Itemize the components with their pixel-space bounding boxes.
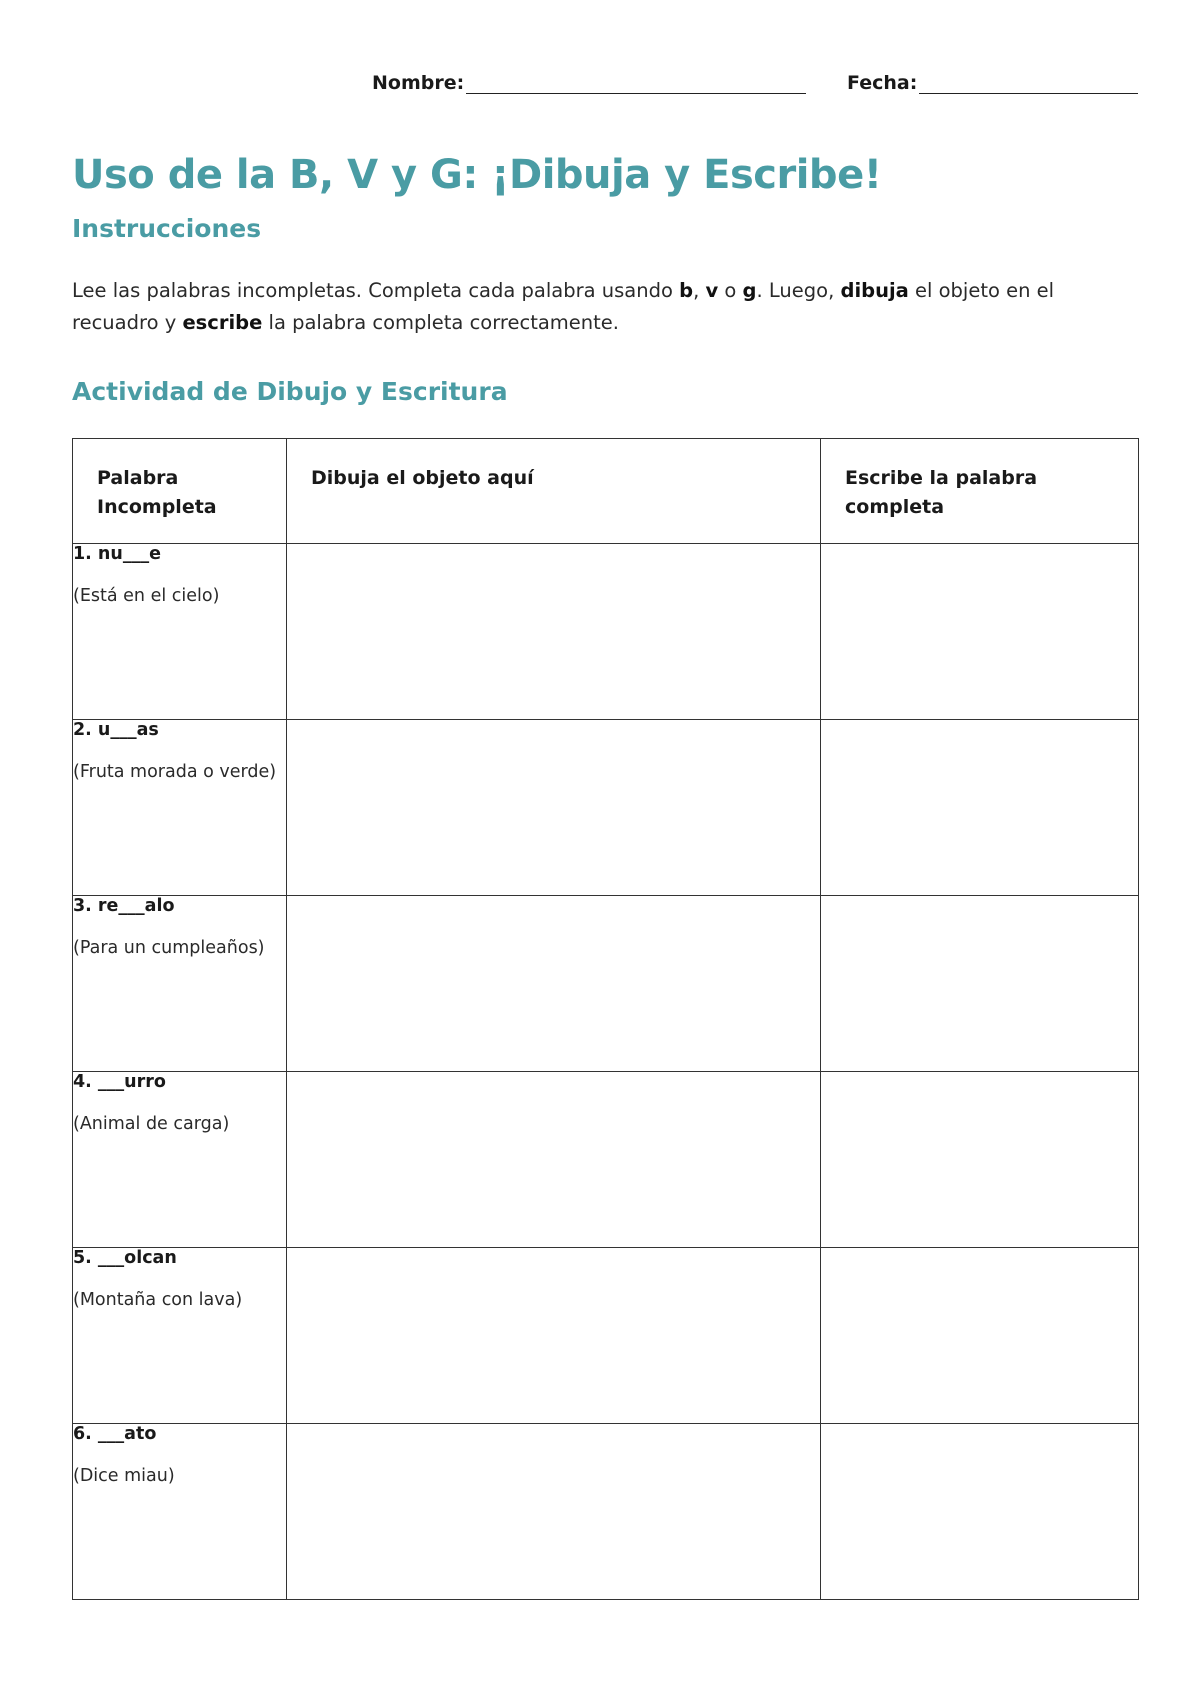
word-hint: (Está en el cielo) xyxy=(73,586,220,606)
table-row xyxy=(73,720,1139,896)
incomplete-word: 4. ___urro xyxy=(73,1072,166,1092)
word-cell xyxy=(73,1072,287,1248)
incomplete-word: 5. ___olcan xyxy=(73,1248,177,1268)
table-header-row xyxy=(73,439,1139,544)
instr-part: el objeto en el recuadro y xyxy=(72,279,1055,334)
date-field[interactable] xyxy=(847,72,1138,94)
draw-cell[interactable] xyxy=(287,896,821,1072)
word-hint: (Dice miau) xyxy=(73,1466,175,1486)
incomplete-word: 6. ___ato xyxy=(73,1424,157,1444)
table-row xyxy=(73,544,1139,720)
table-row xyxy=(73,1072,1139,1248)
write-cell[interactable] xyxy=(821,1072,1139,1248)
instructions-heading: Instrucciones xyxy=(72,214,262,243)
write-cell[interactable] xyxy=(821,1424,1139,1600)
instr-bold-b: b xyxy=(679,279,694,302)
instr-bold-dibuja: dibuja xyxy=(840,279,909,302)
word-cell xyxy=(73,544,287,720)
column-header-word: Palabra Incompleta xyxy=(73,439,287,544)
word-cell xyxy=(73,1248,287,1424)
write-cell[interactable] xyxy=(821,720,1139,896)
header-fields xyxy=(372,72,1138,102)
instr-part: la palabra completa correctamente. xyxy=(262,311,619,334)
word-cell xyxy=(73,720,287,896)
instr-part: Lee las palabras incompletas. Completa cada palabra usando xyxy=(72,279,680,302)
column-header-write: Escribe la palabra completa xyxy=(821,439,1139,544)
draw-cell[interactable] xyxy=(287,1424,821,1600)
write-cell[interactable] xyxy=(821,896,1139,1072)
word-hint: (Para un cumpleaños) xyxy=(73,938,265,958)
word-cell xyxy=(73,896,287,1072)
date-label: Fecha: xyxy=(847,72,918,94)
date-line[interactable] xyxy=(919,73,1138,94)
incomplete-word: 3. re___alo xyxy=(73,896,175,916)
instr-bold-g: g xyxy=(742,279,757,302)
name-field[interactable] xyxy=(372,72,806,94)
word-hint: (Fruta morada o verde) xyxy=(73,762,277,782)
word-cell xyxy=(73,1424,287,1600)
write-cell[interactable] xyxy=(821,544,1139,720)
table-row xyxy=(73,1424,1139,1600)
instr-part: . Luego, xyxy=(756,279,841,302)
incomplete-word: 2. u___as xyxy=(73,720,159,740)
activity-heading: Actividad de Dibujo y Escritura xyxy=(72,377,508,406)
incomplete-word: 1. nu___e xyxy=(73,544,161,564)
table-row xyxy=(73,1248,1139,1424)
instructions-text xyxy=(72,275,1072,339)
instr-bold-v: v xyxy=(705,279,719,302)
instr-part: o xyxy=(718,279,743,302)
instr-bold-escribe: escribe xyxy=(182,311,263,334)
write-cell[interactable] xyxy=(821,1248,1139,1424)
column-header-draw: Dibuja el objeto aquí xyxy=(287,439,821,544)
draw-cell[interactable] xyxy=(287,720,821,896)
word-hint: (Montaña con lava) xyxy=(73,1290,243,1310)
table-row xyxy=(73,896,1139,1072)
draw-cell[interactable] xyxy=(287,1072,821,1248)
page-title: Uso de la B, V y G: ¡Dibuja y Escribe! xyxy=(72,152,882,198)
draw-cell[interactable] xyxy=(287,544,821,720)
draw-cell[interactable] xyxy=(287,1248,821,1424)
instr-part: , xyxy=(693,279,706,302)
activity-table xyxy=(72,438,1139,1600)
word-hint: (Animal de carga) xyxy=(73,1114,230,1134)
name-label: Nombre: xyxy=(372,72,465,94)
name-line[interactable] xyxy=(466,73,806,94)
